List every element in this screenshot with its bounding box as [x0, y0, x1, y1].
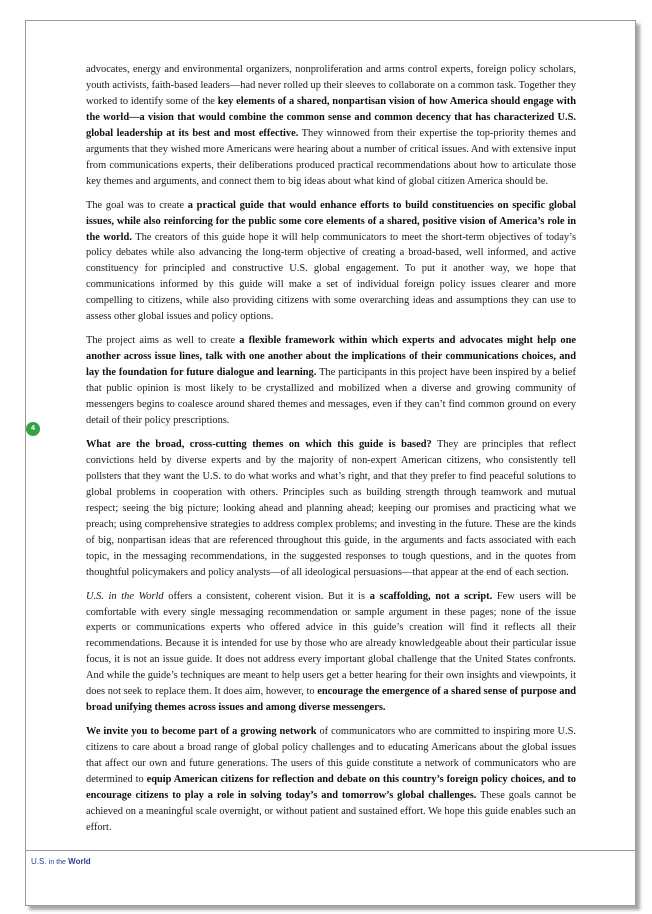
footer-brand-mid: in the: [48, 859, 66, 866]
text-run: of communicators who are committed to inspiring more U.S. citizens to care about a broad range of global policy challenges and to educating Americans about the global issues that affect our own and future generations. The users of this guide constitute a network of communicators who are determined to: [86, 726, 576, 786]
footer-brand-prefix: U.S.: [31, 857, 47, 866]
paragraph-2: [86, 198, 576, 326]
bold-run: equip American citizens for reflection and debate on this country’s foreign policy choices, and to encourage citizens to play a role in solving today’s and tomorrow’s global challenges.: [86, 774, 577, 801]
bold-run: key elements of a shared, nonpartisan vision of how America should engage with the world—a vision that would combine the common sense and common decency that has characterized U.S. global leadership at its best and most effective.: [86, 95, 576, 139]
bold-run: a scaffolding, not a script.: [369, 590, 493, 602]
text-run: These goals cannot be achieved on a meaningful scale overnight, or without patient and sustained effort. We hope this guide enables such an effort.: [86, 789, 576, 833]
text-run: Few users will be comfortable with every single messaging recommendation or sample argument in these pages; none of the issue experts or communications experts who offered advice in this guide’s creation will find it reflects all their recommendations. Because it is intended for use by those who are already knowledgeable about their particular issue focus, it is not an issue guide. It does not address every important global challenge that the United States confronts. And while the guide’s techniques are meant to help users get a better hearing for their own insights and viewpoints, it does not seek to replace them. It does aim, however, to: [86, 590, 576, 698]
text-run: The goal was to create: [86, 199, 188, 211]
text-run: They are principles that reflect convictions held by diverse experts and by the majority of non-expert American citizens, who consistently tell pollsters that they want the U.S. to do what works and what’s right, and that they prefer to find peaceful solutions to global problems in cooperation with others. Principles such as building strength through teamwork and mutual respect; seeing the big picture; looking ahead and planning ahead; keeping our promises and practicing what we preach; using comprehensive strategies to address complex problems; and investing in the future. These are the kinds of big, nonpartisan ideas that are referenced throughout this guide, in the arguments and facts associated with each topic, in the messaging recommendations, in the suggested responses to tough questions, and in the quotes from thoughtful policymakers and policy analysts—of all ideological persuasions—that appear at the end of each section.: [86, 438, 577, 578]
footer-divider: [26, 850, 635, 851]
paragraph-6: [86, 724, 576, 836]
paragraph-5: [86, 589, 576, 717]
page-number-badge: 4: [26, 422, 40, 436]
document-page: [25, 20, 636, 906]
paragraph-3: [86, 333, 576, 429]
body-text: [86, 62, 576, 844]
paragraph-4: [86, 437, 576, 581]
paragraph-1: [86, 62, 576, 190]
bold-run: We invite you to become part of a growing network: [86, 726, 317, 738]
text-run: They winnowed from their expertise the top-priority themes and arguments that they wished more Americans were hearing about a number of critical issues. And with extensive input from communications experts, their deliberations produced practical recommendations about how to articulate those key themes and arguments, and connect them to big ideas about what kind of global citizen America should be.: [86, 127, 577, 187]
bold-run: encourage the emergence of a shared sense of purpose and broad unifying themes across issues and among diverse messengers.: [86, 686, 576, 714]
text-run: The creators of this guide hope it will help communicators to meet the short-term objectives of today’s policy debates while also advancing the long-term objective of creating a broad-based, well informed, and active constituency for principled and constructive U.S. global engagement. To put it another way, we hope that communications informed by this guide will make a set of individual foreign policy issues clearer and more compelling to citizens, while also providing citizens with some overarching ideas and assumptions they can use to assess other global issues and policy options.: [86, 231, 576, 323]
text-run: offers a consistent, coherent vision. But it is: [163, 590, 370, 602]
text-run: The participants in this project have been inspired by a belief that public opinion is most likely to be crystallized and mobilized when a diverse and growing community of messengers begins to coalesce around shared themes and messages, even if they can’t find common ground on every detail of their policy prescriptions.: [86, 367, 576, 427]
footer-brand-suffix: World: [68, 857, 91, 866]
text-run: The project aims as well to create: [86, 335, 240, 347]
footer-brand: [31, 857, 91, 866]
bold-run: a practical guide that would enhance efforts to build constituencies on specific global issues, while also reinforcing for the public some core elements of a shared, positive vision of America’s role in the world.: [86, 199, 576, 243]
italic-run: U.S. in the World: [86, 590, 164, 602]
bold-run: a flexible framework within which experts and advocates might help one another across issue lines, talk with one another about the implications of their communications choices, and lay the foundation for future dialogue and learning.: [86, 335, 576, 379]
bold-run: What are the broad, cross-cutting themes on which this guide is based?: [86, 438, 432, 450]
text-run: advocates, energy and environmental organizers, nonproliferation and arms control experts, foreign policy scholars, youth activists, faith-based leaders—had never rolled up their sleeves to collaborate on a common task. Together they worked to identify some of the: [86, 64, 576, 107]
